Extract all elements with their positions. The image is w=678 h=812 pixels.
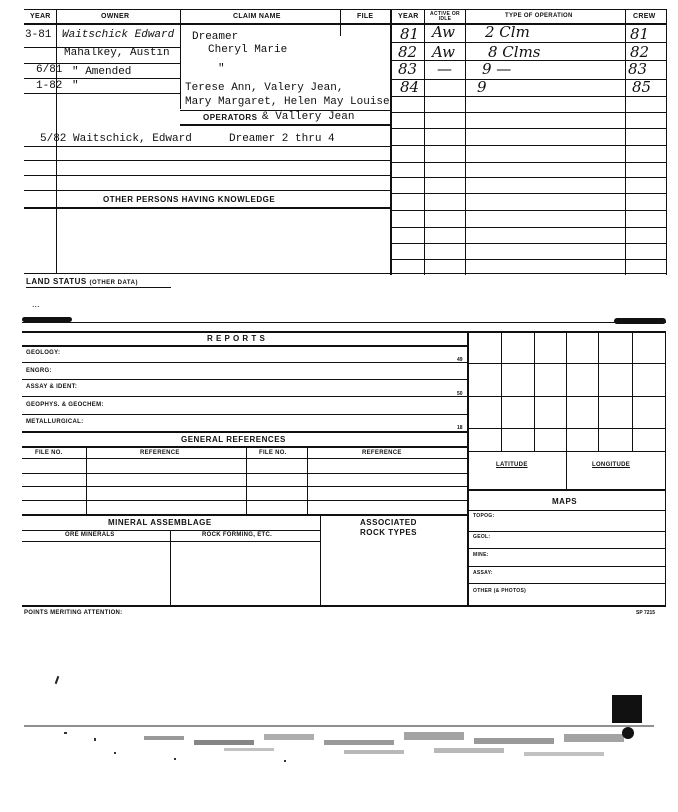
operator-row-claim: Dreamer 2 thru 4	[229, 133, 335, 145]
maps-geol: GEOL:	[473, 534, 491, 540]
ops-row-4-year: 84	[400, 78, 420, 96]
owner-row-2-claim: Cheryl Marie	[208, 44, 288, 56]
header-crew: CREW	[633, 13, 656, 20]
maps-assay: ASSAY:	[473, 570, 493, 576]
owner-row-4-owner: "	[72, 80, 79, 92]
report-num-49: 49	[457, 357, 463, 363]
report-metallurgical: METALLURGICAL:	[26, 419, 84, 425]
operators-suffix: & Vallery Jean	[262, 111, 355, 123]
land-status-label: LAND STATUS (OTHER DATA)	[26, 277, 138, 286]
ref-col-file-no-2: FILE NO.	[259, 450, 287, 456]
ops-row-2-year: 82	[398, 43, 418, 61]
maps-other: OTHER (& PHOTOS)	[473, 588, 527, 594]
report-num-50: 50	[457, 391, 463, 397]
ops-row-2-status: Aw	[432, 43, 455, 61]
mineral-assemblage-title: MINERAL ASSEMBLAGE	[108, 518, 212, 527]
header-year-ops: YEAR	[398, 13, 419, 20]
rock-forming-label: ROCK FORMING, ETC.	[202, 532, 273, 538]
ref-col-file-no-1: FILE NO.	[35, 450, 63, 456]
longitude-label: LONGITUDE	[592, 462, 631, 468]
operator-row-year: 5/82	[40, 133, 67, 145]
header-active-idle: ACTIVE OR IDLE	[430, 11, 460, 22]
ops-row-4-crew: 85	[632, 78, 652, 96]
ops-row-4-type: 9	[477, 78, 487, 96]
report-geology: GEOLOGY:	[26, 350, 61, 356]
report-engrg: ENGRG:	[26, 368, 52, 374]
latitude-label: LATITUDE	[496, 462, 528, 468]
ops-row-3-crew: 83	[628, 60, 648, 78]
operator-row-name: Waitschick, Edward	[73, 133, 192, 145]
reports-title: R E P O R T S	[207, 334, 266, 343]
general-references-title: GENERAL REFERENCES	[181, 435, 286, 444]
header-claim-name: CLAIM NAME	[233, 13, 281, 20]
ops-row-2-type: 8 Clms	[488, 43, 541, 61]
ops-row-1-crew: 81	[630, 25, 650, 43]
operators-label: OPERATORS	[203, 113, 258, 122]
associated-label: ASSOCIATED	[360, 518, 417, 527]
rock-types-label: ROCK TYPES	[360, 528, 418, 537]
ops-row-3-type: 9 —	[482, 60, 512, 78]
header-file: FILE	[357, 13, 374, 20]
ops-row-1-type: 2 Clm	[485, 23, 530, 41]
header-year: YEAR	[30, 13, 51, 20]
owner-row-4-claim: Terese Ann, Valery Jean,	[185, 82, 344, 94]
owner-row-1-owner: Waitschick Edward	[62, 29, 175, 41]
ore-minerals-label: ORE MINERALS	[65, 532, 115, 538]
owner-row-3-claim: "	[218, 63, 225, 75]
owner-row-4-year: 1-82	[36, 80, 63, 92]
header-owner: OWNER	[101, 13, 130, 20]
scan-dot	[622, 727, 634, 739]
header-type-of-operation: TYPE OF OPERATION	[505, 13, 573, 19]
ops-row-1-status: Aw	[432, 23, 455, 41]
form-number: SP 7215	[636, 610, 656, 616]
owner-row-3-year: 6/81	[36, 64, 63, 76]
ref-col-reference-2: REFERENCE	[362, 450, 402, 456]
report-assay: ASSAY & IDENT:	[26, 384, 78, 390]
maps-title: MAPS	[552, 497, 578, 506]
ref-col-reference-1: REFERENCE	[140, 450, 180, 456]
ops-row-3-year: 83	[398, 60, 418, 78]
other-persons-label: OTHER PERSONS HAVING KNOWLEDGE	[103, 195, 276, 204]
land-status-mark: ...	[32, 299, 40, 309]
scan-noise	[24, 718, 654, 766]
owner-row-1-claim: Dreamer	[192, 31, 239, 43]
ops-row-1-year: 81	[400, 25, 420, 43]
report-geophys: GEOPHYS. & GEOCHEM:	[26, 402, 104, 408]
maps-mine: MINE:	[473, 552, 489, 558]
maps-topog: TOPOG:	[473, 513, 495, 519]
owner-row-3-owner: " Amended	[72, 66, 132, 78]
report-num-18: 18	[457, 425, 463, 431]
ops-row-2-crew: 82	[630, 43, 650, 61]
points-meriting-attention: POINTS MERITING ATTENTION:	[24, 610, 123, 616]
ops-row-3-status: —	[437, 60, 452, 78]
owner-row-2-owner: Mahalkey, Austin	[64, 47, 170, 59]
stray-mark	[55, 676, 60, 684]
scan-blot	[612, 695, 642, 723]
owner-row-5-claim: Mary Margaret, Helen May Louise	[185, 96, 390, 108]
owner-row-1-year: 3-81	[25, 29, 52, 41]
